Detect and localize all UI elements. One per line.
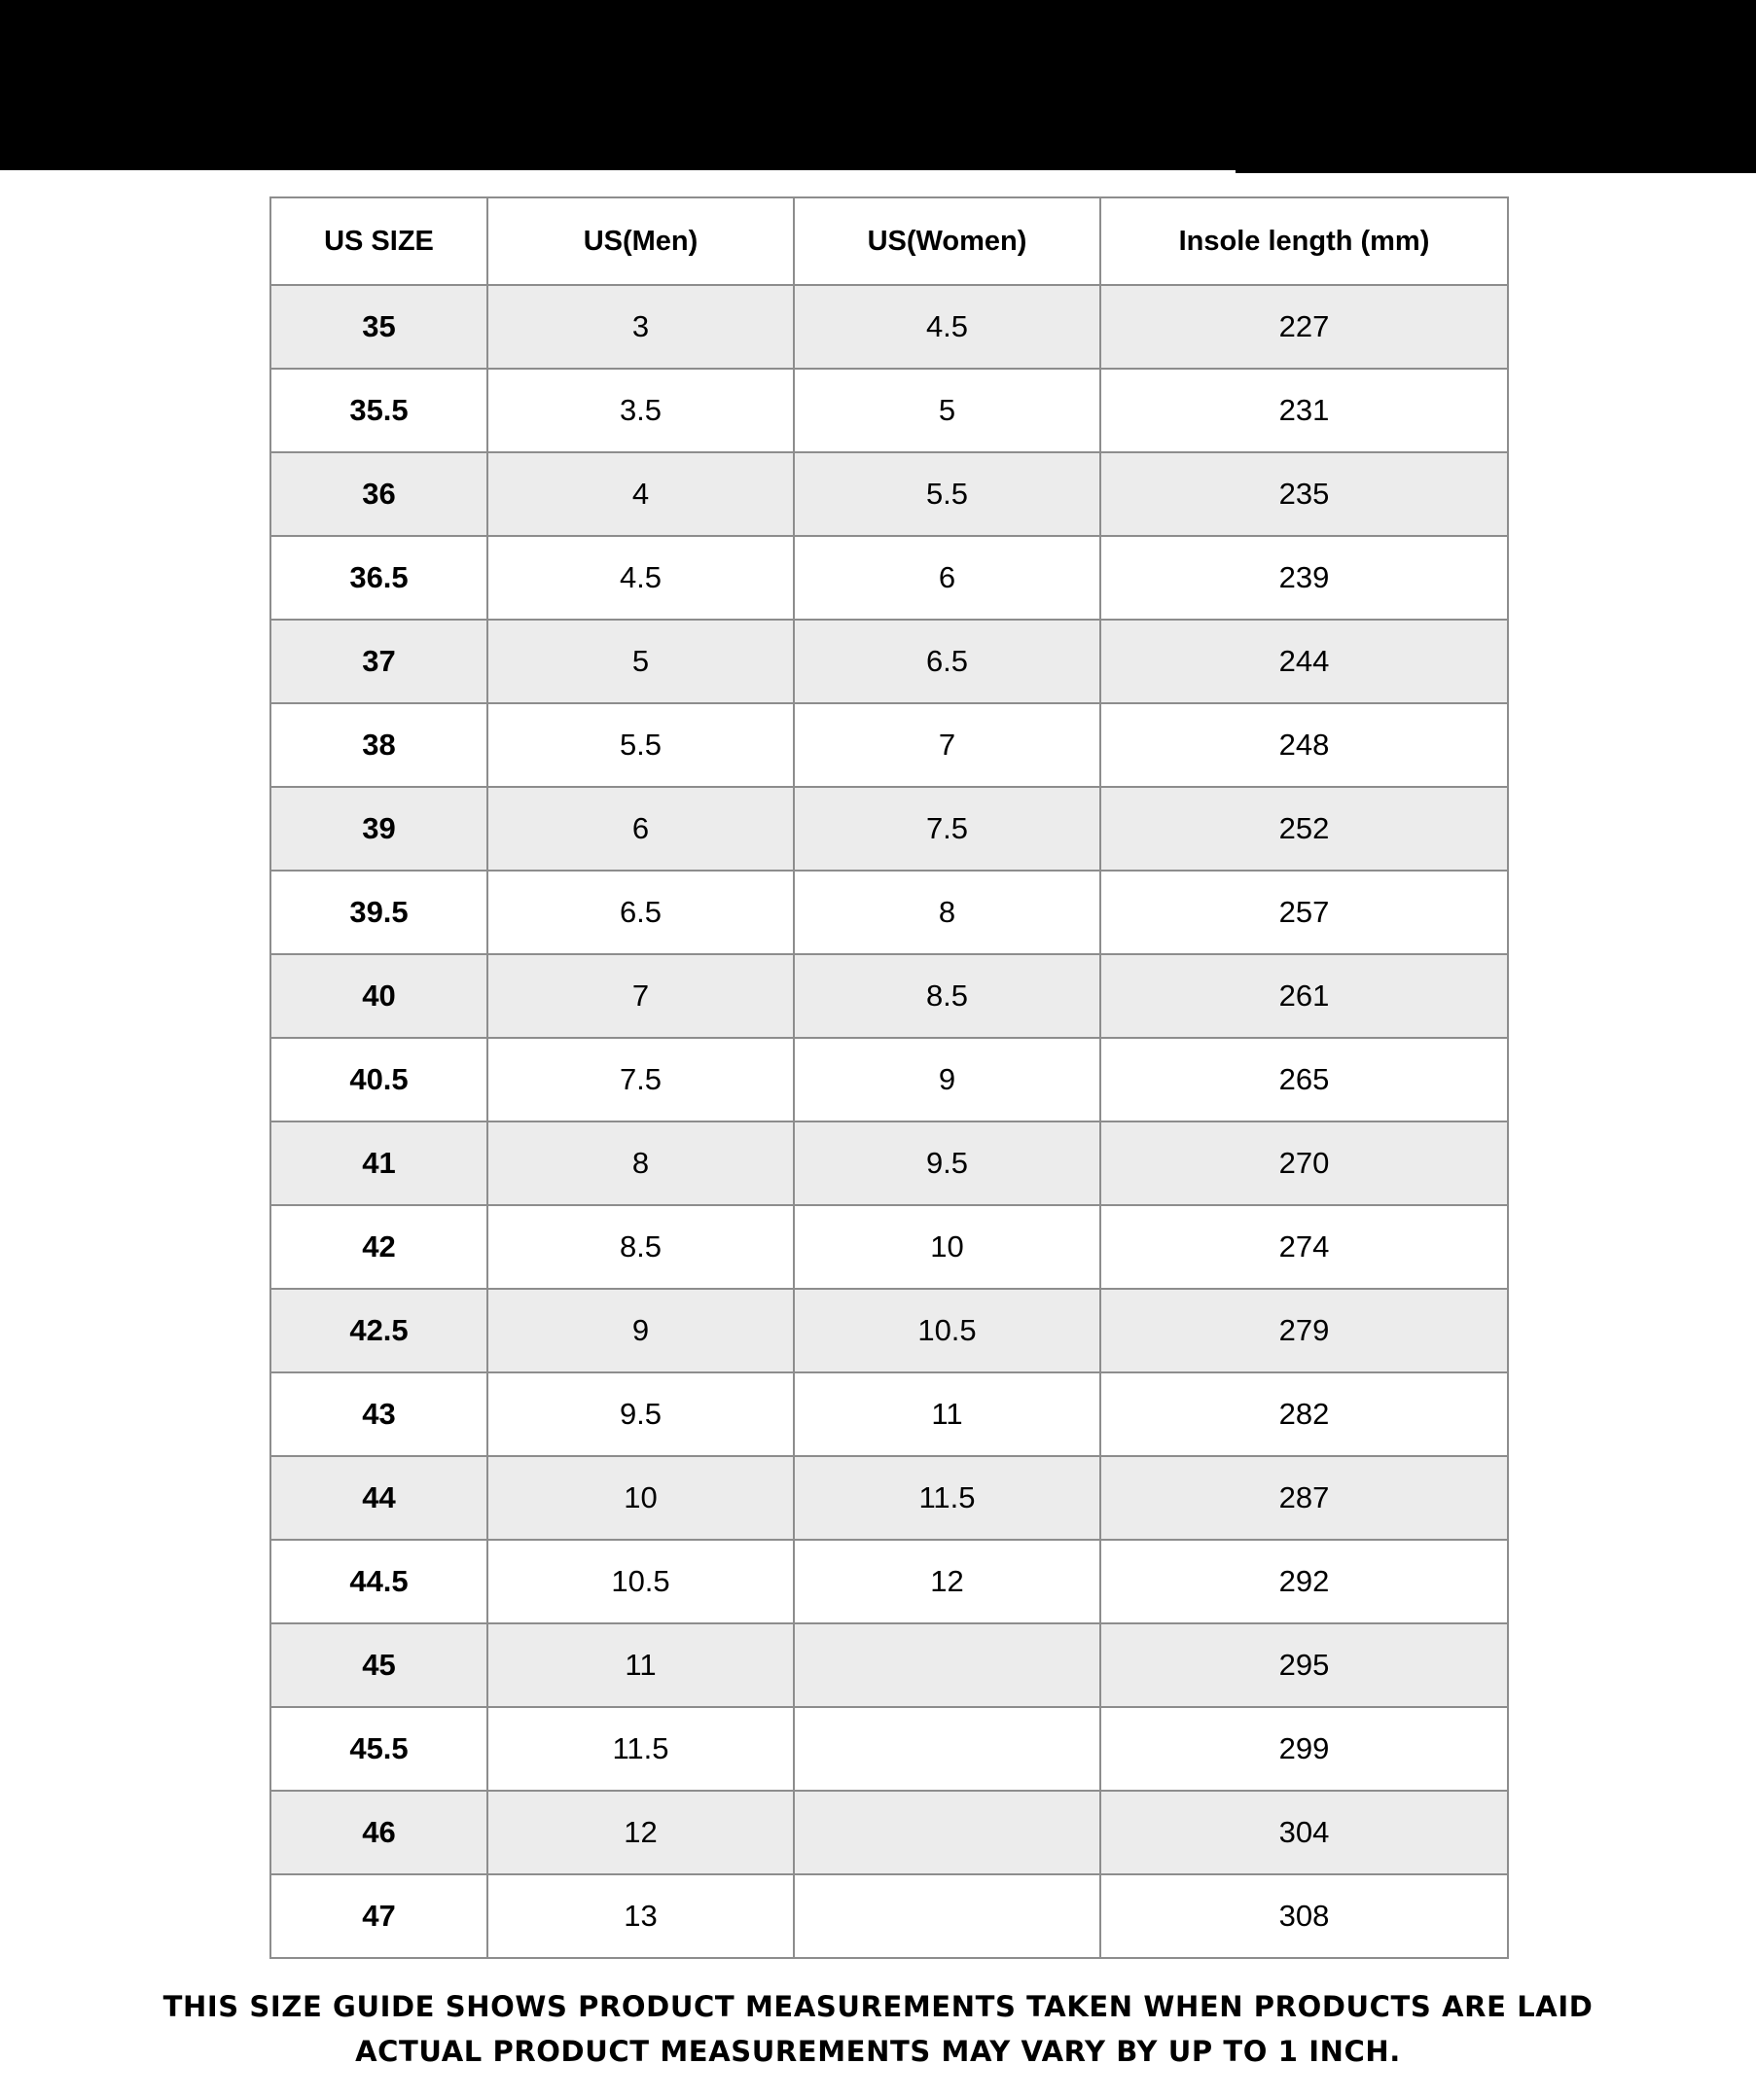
table-header [270, 197, 1508, 285]
table-row [270, 1038, 1508, 1121]
cell-us-men: 8.5 [487, 1205, 794, 1289]
cell-insole-length: 274 [1100, 1205, 1508, 1289]
cell-us-men: 4.5 [487, 536, 794, 620]
cell-us-women: 11 [794, 1372, 1100, 1456]
column-header-insole-length: Insole length (mm) [1100, 197, 1508, 285]
cell-us-women: 9.5 [794, 1121, 1100, 1205]
table-row [270, 787, 1508, 871]
cell-us-size: 40 [270, 954, 487, 1038]
cell-insole-length: 248 [1100, 703, 1508, 787]
table-row [270, 285, 1508, 369]
cell-us-men: 12 [487, 1791, 794, 1874]
cell-insole-length: 292 [1100, 1540, 1508, 1623]
table-row [270, 954, 1508, 1038]
column-header-us-men: US(Men) [487, 197, 794, 285]
cell-us-size: 37 [270, 620, 487, 703]
cell-insole-length: 244 [1100, 620, 1508, 703]
table-header-row [270, 197, 1508, 285]
cell-insole-length: 282 [1100, 1372, 1508, 1456]
cell-us-women: 4.5 [794, 285, 1100, 369]
cell-us-women: 11.5 [794, 1456, 1100, 1540]
table-row [270, 1623, 1508, 1707]
cell-us-size: 42 [270, 1205, 487, 1289]
cell-insole-length: 235 [1100, 452, 1508, 536]
cell-us-men: 11.5 [487, 1707, 794, 1791]
table-row [270, 1205, 1508, 1289]
cell-us-women: 7.5 [794, 787, 1100, 871]
cell-us-size: 47 [270, 1874, 487, 1958]
cell-us-women [794, 1791, 1100, 1874]
footnote-line-1: THIS SIZE GUIDE SHOWS PRODUCT MEASUREMENTS TAKEN WHEN PRODUCTS ARE LAID [162, 1990, 1594, 2023]
cell-us-size: 41 [270, 1121, 487, 1205]
cell-us-women: 12 [794, 1540, 1100, 1623]
cell-us-size: 43 [270, 1372, 487, 1456]
table-row [270, 1791, 1508, 1874]
cell-us-size: 35.5 [270, 369, 487, 452]
cell-us-women: 8 [794, 871, 1100, 954]
cell-us-women [794, 1707, 1100, 1791]
cell-us-men: 10.5 [487, 1540, 794, 1623]
footnote [0, 1984, 1756, 2074]
table-row [270, 1456, 1508, 1540]
column-header-us-size: US SIZE [270, 197, 487, 285]
cell-us-size: 44.5 [270, 1540, 487, 1623]
cell-us-men: 9.5 [487, 1372, 794, 1456]
cell-insole-length: 308 [1100, 1874, 1508, 1958]
cell-insole-length: 227 [1100, 285, 1508, 369]
cell-us-women: 10.5 [794, 1289, 1100, 1372]
cell-insole-length: 287 [1100, 1456, 1508, 1540]
cell-us-women: 10 [794, 1205, 1100, 1289]
cell-insole-length: 279 [1100, 1289, 1508, 1372]
cell-us-size: 40.5 [270, 1038, 487, 1121]
cell-us-men: 9 [487, 1289, 794, 1372]
table-row [270, 1874, 1508, 1958]
cell-us-men: 5.5 [487, 703, 794, 787]
table-row [270, 703, 1508, 787]
table-row [270, 536, 1508, 620]
table-row [270, 1372, 1508, 1456]
cell-us-size: 39.5 [270, 871, 487, 954]
column-header-us-women: US(Women) [794, 197, 1100, 285]
cell-us-size: 42.5 [270, 1289, 487, 1372]
cell-us-men: 11 [487, 1623, 794, 1707]
cell-insole-length: 231 [1100, 369, 1508, 452]
cell-us-size: 36 [270, 452, 487, 536]
cell-us-women: 9 [794, 1038, 1100, 1121]
size-chart-table [269, 196, 1509, 1959]
cell-us-size: 44 [270, 1456, 487, 1540]
table-row [270, 871, 1508, 954]
table-row [270, 369, 1508, 452]
cell-us-men: 4 [487, 452, 794, 536]
cell-us-men: 3.5 [487, 369, 794, 452]
cell-us-men: 5 [487, 620, 794, 703]
cell-us-women: 7 [794, 703, 1100, 787]
cell-insole-length: 261 [1100, 954, 1508, 1038]
cell-us-men: 13 [487, 1874, 794, 1958]
table-row [270, 1707, 1508, 1791]
cell-us-men: 8 [487, 1121, 794, 1205]
footnote-line-2: ACTUAL PRODUCT MEASUREMENTS MAY VARY BY UP TO 1 INCH. [355, 2035, 1401, 2068]
cell-insole-length: 270 [1100, 1121, 1508, 1205]
cell-insole-length: 304 [1100, 1791, 1508, 1874]
cell-us-size: 38 [270, 703, 487, 787]
cell-us-women: 5.5 [794, 452, 1100, 536]
table-row [270, 452, 1508, 536]
cell-us-women: 6.5 [794, 620, 1100, 703]
cell-us-size: 45 [270, 1623, 487, 1707]
cell-us-women: 8.5 [794, 954, 1100, 1038]
table-row [270, 620, 1508, 703]
cell-us-size: 39 [270, 787, 487, 871]
table-row [270, 1289, 1508, 1372]
cell-us-size: 36.5 [270, 536, 487, 620]
cell-us-women: 5 [794, 369, 1100, 452]
cell-us-women [794, 1623, 1100, 1707]
cell-us-men: 7.5 [487, 1038, 794, 1121]
cell-insole-length: 295 [1100, 1623, 1508, 1707]
size-chart-container [269, 196, 1507, 1959]
cell-us-men: 6 [487, 787, 794, 871]
table-row [270, 1540, 1508, 1623]
table-row [270, 1121, 1508, 1205]
cell-us-men: 6.5 [487, 871, 794, 954]
cell-insole-length: 239 [1100, 536, 1508, 620]
cell-us-women: 6 [794, 536, 1100, 620]
cell-us-size: 46 [270, 1791, 487, 1874]
cell-us-size: 35 [270, 285, 487, 369]
cell-us-men: 3 [487, 285, 794, 369]
cell-insole-length: 252 [1100, 787, 1508, 871]
table-body [270, 285, 1508, 1958]
cell-us-women [794, 1874, 1100, 1958]
cell-us-men: 10 [487, 1456, 794, 1540]
cell-insole-length: 265 [1100, 1038, 1508, 1121]
top-black-band-extension [1236, 0, 1756, 173]
cell-us-men: 7 [487, 954, 794, 1038]
cell-insole-length: 299 [1100, 1707, 1508, 1791]
cell-insole-length: 257 [1100, 871, 1508, 954]
cell-us-size: 45.5 [270, 1707, 487, 1791]
